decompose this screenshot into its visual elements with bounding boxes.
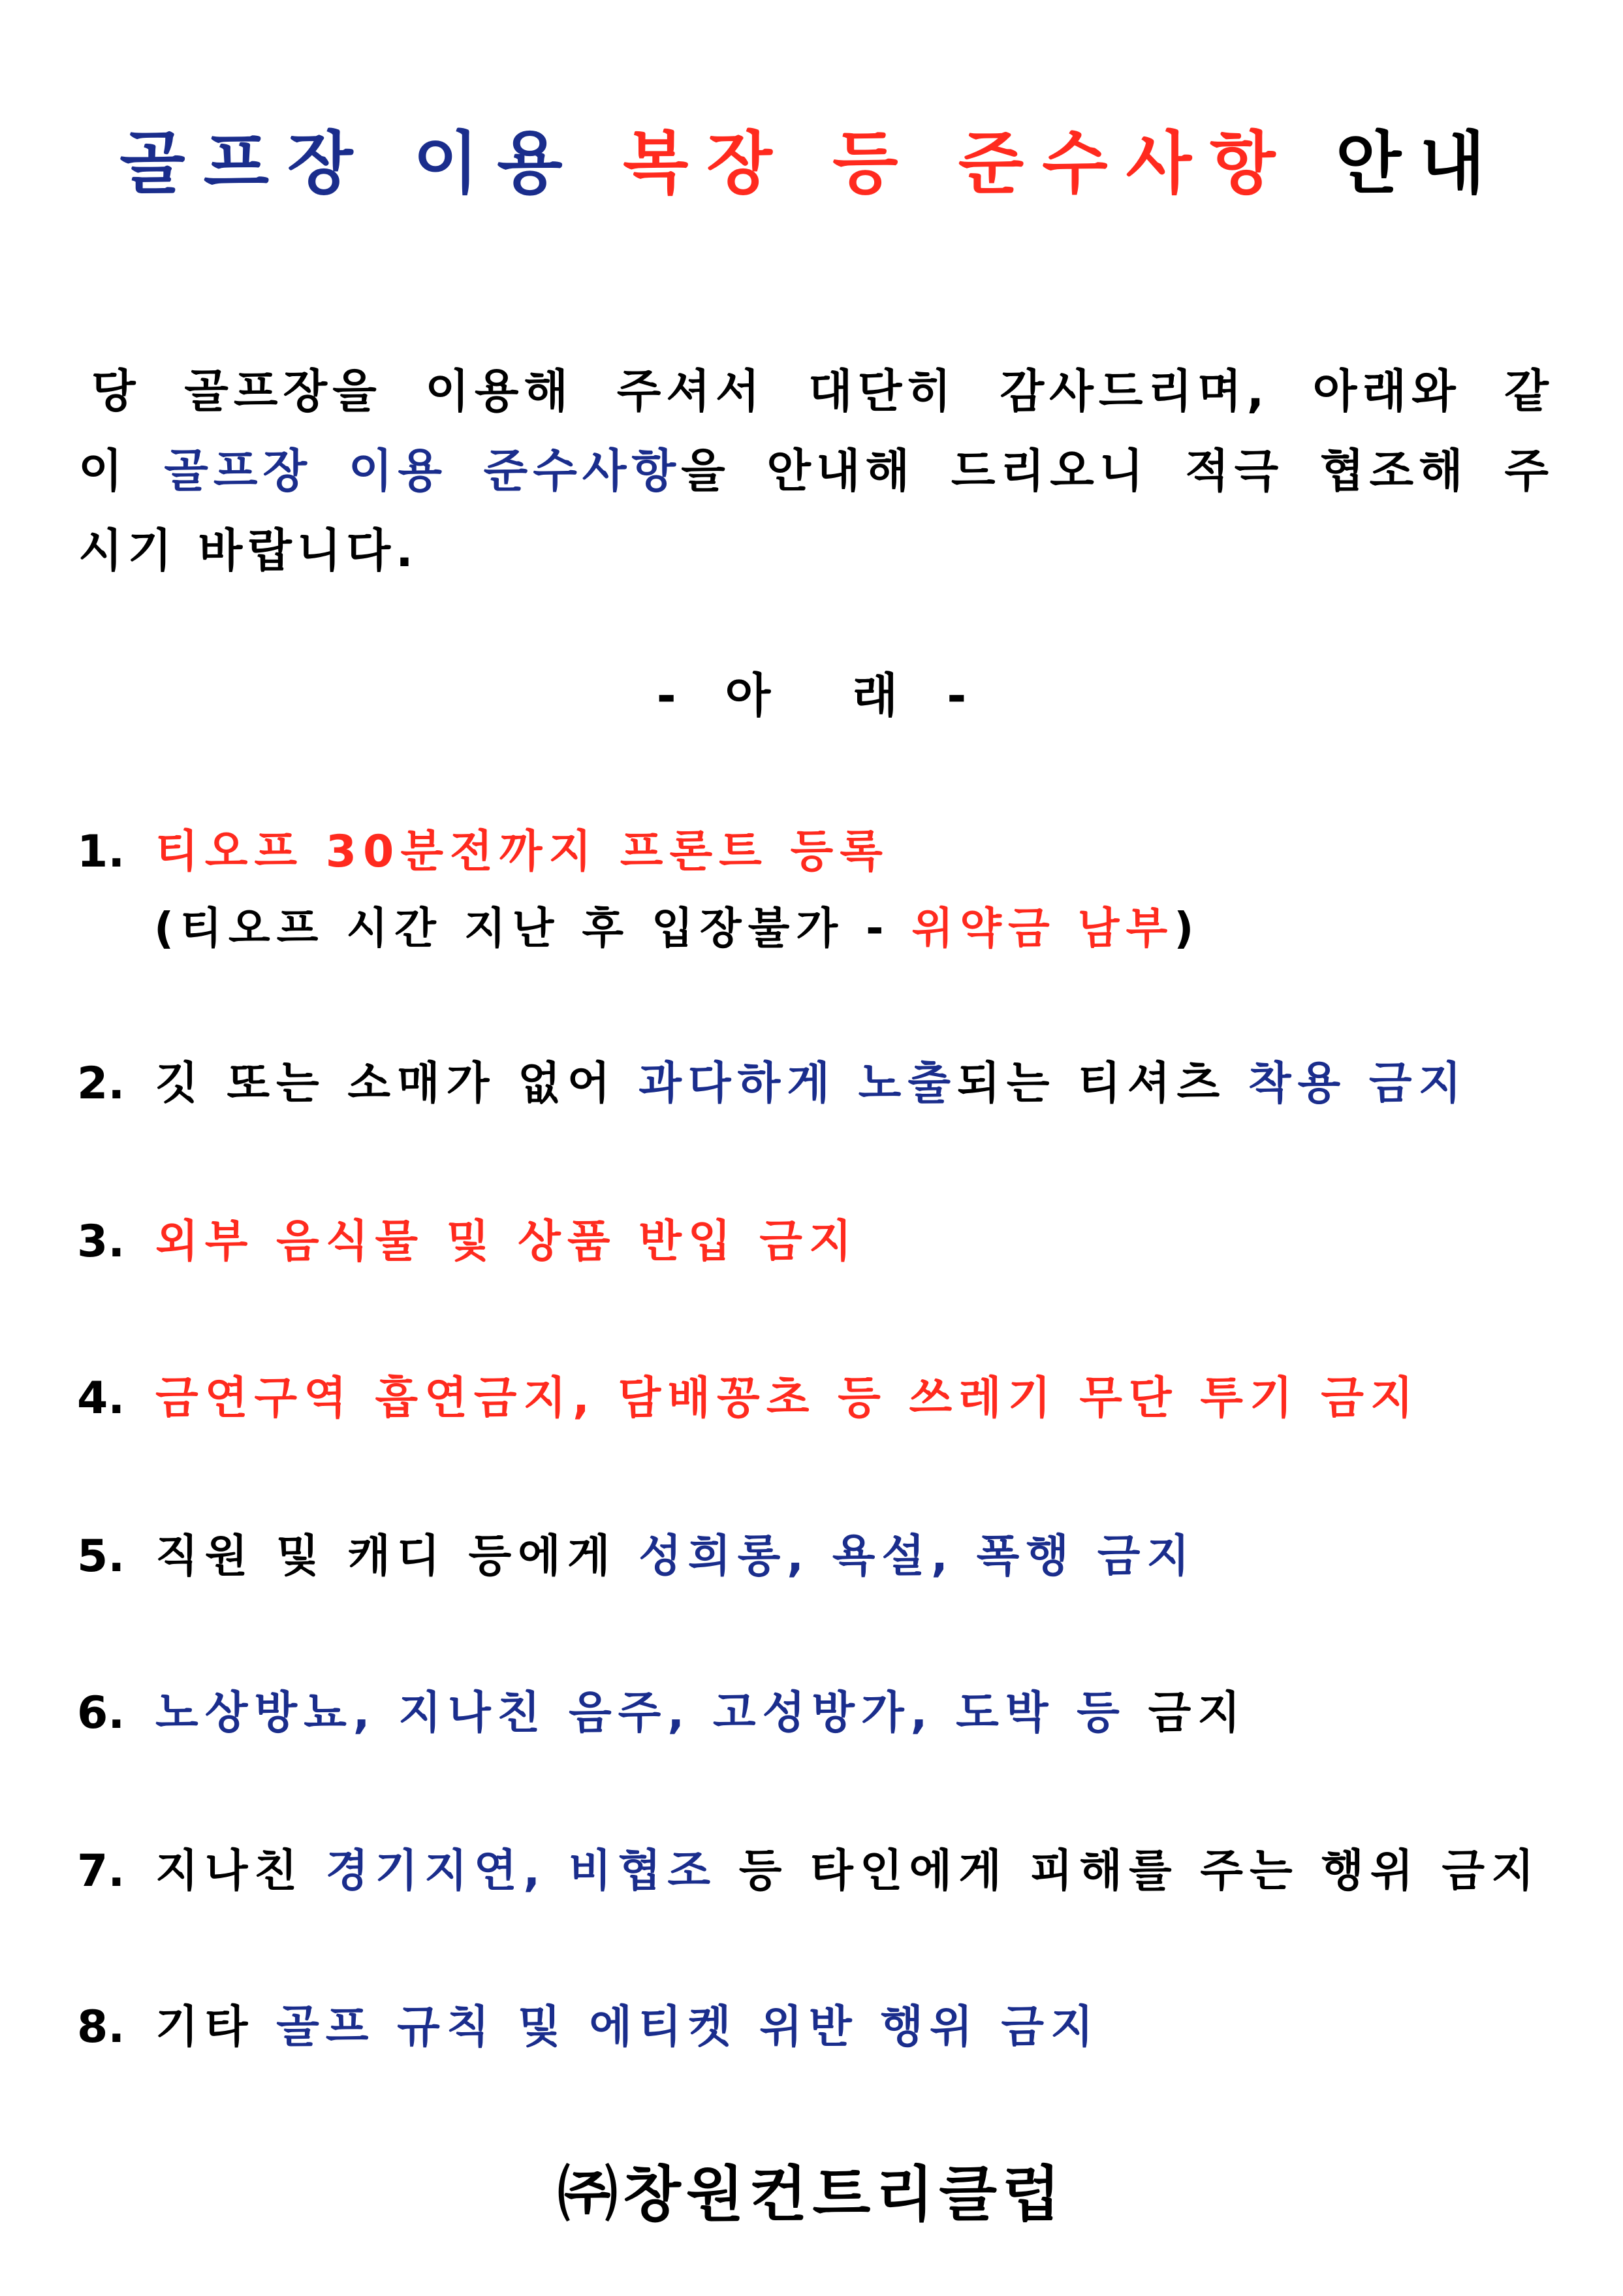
item-text-a: 깃 또는 소매가 없어 [155, 1058, 617, 1109]
item-text-c: 등 타인에게 피해를 주는 행위 금지 [738, 1845, 1541, 1897]
item-text-a: 지나친 [155, 1845, 304, 1897]
item-number: 4. [77, 1373, 125, 1424]
item-1-sub-b: 위약금 남부 [911, 903, 1174, 953]
list-item [77, 820, 889, 885]
item-text-b: 금지 [1148, 1687, 1247, 1739]
item-text-b: 골프 규칙 및 에티켓 위반 행위 금지 [276, 2001, 1100, 2053]
item-number: 7. [77, 1845, 125, 1897]
item-number: 2. [77, 1058, 125, 1109]
item-text-b: 경기지연, 비협조 [325, 1845, 717, 1897]
list-item [77, 1051, 1468, 1117]
section-label: - 아 래 - [656, 668, 967, 723]
intro-line-2-c: 을 안내해 드리오니 적극 협조해 주 [681, 444, 1554, 498]
intro-line-2 [78, 431, 1554, 511]
item-text-a: 직원 및 캐디 등에게 [155, 1531, 617, 1582]
item-text-a: 노상방뇨, 지나친 음주, 고성방가, 도박 등 [155, 1687, 1126, 1739]
item-text-a: 기타 [155, 2001, 255, 2053]
item-1-sub-a: (티오프 시간 지난 후 입장불가 - [154, 903, 912, 953]
item-text: 티오프 30분전까지 프론트 등록 [155, 826, 889, 878]
item-1-subline [154, 896, 1200, 961]
item-text-d: 착용 금지 [1248, 1058, 1468, 1109]
item-number: 6. [77, 1687, 125, 1739]
item-text: 외부 음식물 및 상품 반입 금지 [155, 1216, 859, 1268]
list-item [77, 1524, 1196, 1589]
item-number: 5. [77, 1531, 125, 1582]
item-1-sub-c: ) [1174, 903, 1201, 953]
organization-name: ㈜창원컨트리클럽 [557, 2160, 1066, 2229]
item-number: 3. [77, 1216, 125, 1268]
item-text-c: 되는 티셔츠 [957, 1058, 1227, 1109]
list-item [77, 1995, 1100, 2060]
title-part-3: 안내 [1335, 123, 1504, 203]
item-number: 8. [77, 2001, 125, 2053]
list-item [77, 1839, 1541, 1904]
item-number: 1. [77, 826, 125, 878]
page-title [0, 114, 1623, 212]
list-item [77, 1366, 1420, 1431]
intro-line-3: 시기 바랍니다. [78, 524, 418, 577]
item-text-b: 성희롱, 욕설, 폭행 금지 [638, 1531, 1197, 1582]
item-text: 금연구역 흡연금지, 담배꽁초 등 쓰레기 무단 투기 금지 [155, 1373, 1420, 1424]
intro-line-1: 당 골프장을 이용해 주셔서 대단히 감사드리며, 아래와 같 [91, 364, 1554, 418]
intro-paragraph [78, 351, 1554, 590]
title-part-1: 골프장 이용 [119, 123, 581, 203]
item-text-b: 과다하게 노출 [638, 1058, 958, 1109]
list-item [77, 1681, 1247, 1746]
title-part-2: 복장 등 준수사항 [622, 123, 1294, 203]
intro-line-2-a: 이 [78, 444, 128, 498]
list-item [77, 1209, 859, 1275]
intro-line-2-b: 골프장 이용 준수사항 [164, 444, 682, 498]
